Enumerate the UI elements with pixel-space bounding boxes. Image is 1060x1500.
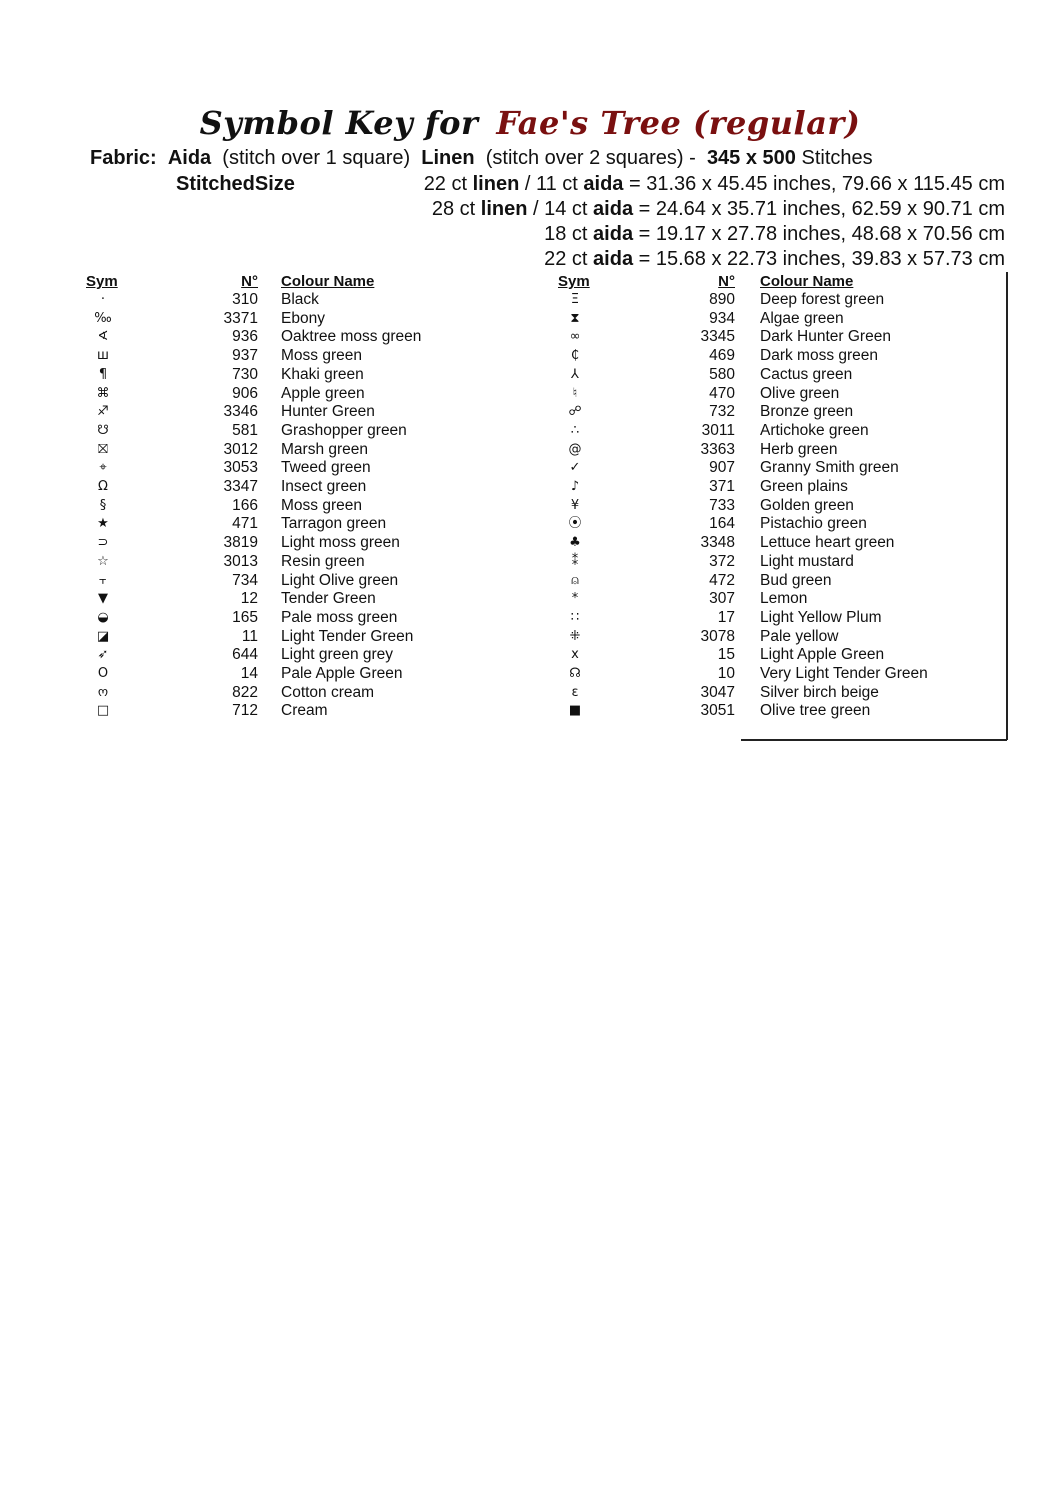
- floss-number: 936: [232, 328, 258, 346]
- asterisk-icon: *: [571, 591, 579, 607]
- command-icon: ⌘: [96, 385, 110, 401]
- colour-name: Light Olive green: [281, 571, 399, 589]
- floss-number: 3053: [223, 459, 258, 477]
- symbol-key-row: [0, 441, 1060, 460]
- colour-name: Black: [281, 291, 319, 308]
- symbol-key-row: [0, 310, 1060, 329]
- size-pre: 28 ct: [431, 198, 476, 220]
- colour-name: Light green grey: [281, 646, 394, 664]
- size-b1: linen: [472, 173, 520, 195]
- stitched-size-label: StitchedSize: [176, 173, 295, 195]
- x-icon: x: [571, 647, 579, 663]
- half-circle-icon: ◒: [97, 609, 109, 625]
- column-header-number: N°: [241, 273, 258, 290]
- floss-number: 3047: [700, 683, 735, 701]
- size-pre: 22 ct: [423, 173, 468, 195]
- arrow-diagonal-icon: ➶: [97, 647, 109, 663]
- stitched-size-line: [544, 223, 1005, 246]
- colour-name: Grashopper green: [281, 421, 407, 439]
- colour-name: Pale Apple Green: [281, 665, 403, 682]
- column-header-colour-name: Colour Name: [281, 273, 375, 290]
- section-icon: §: [99, 497, 107, 513]
- floss-number: 310: [232, 291, 258, 308]
- size-b2: aida: [593, 198, 634, 220]
- check-icon: ✓: [569, 460, 581, 476]
- colour-name: Pistachio green: [760, 515, 867, 533]
- colour-name: Ebony: [281, 309, 325, 327]
- colour-name: Light Apple Green: [760, 646, 885, 664]
- colour-name: Moss green: [281, 347, 362, 365]
- colour-name: Green plains: [760, 478, 848, 495]
- symbol-key-row: [0, 665, 1060, 684]
- floss-number: 14: [240, 665, 258, 682]
- floss-number: 733: [709, 496, 735, 514]
- floss-number: 3011: [701, 421, 735, 439]
- star-filled-icon: ★: [97, 516, 109, 532]
- floss-number: 730: [232, 365, 258, 383]
- x-dots-icon: ⁑: [571, 553, 579, 569]
- colour-name: Dark Hunter Green: [760, 328, 891, 346]
- epsilon-icon: ε: [571, 684, 579, 700]
- at-icon: @: [568, 441, 582, 457]
- stitched-size-line: [432, 198, 1005, 221]
- hook-icon: ⫟: [99, 572, 107, 588]
- dot-icon: ·: [100, 292, 106, 307]
- fabric-aida: Aida: [167, 147, 212, 169]
- colour-name: Lemon: [760, 590, 808, 608]
- size-b2: aida: [593, 223, 634, 245]
- floss-number: 3013: [223, 552, 258, 570]
- sha-icon: ш: [97, 348, 109, 364]
- xi-icon: Ξ: [570, 292, 580, 307]
- arch-dot-icon: ⍝: [571, 572, 579, 588]
- colour-name: Light Tender Green: [281, 627, 414, 645]
- colour-name: Apple green: [281, 384, 365, 402]
- colour-name: Khaki green: [281, 365, 364, 383]
- symbol-key-row: [0, 553, 1060, 572]
- circle-letter-icon: O: [97, 666, 109, 681]
- colour-name: Bud green: [760, 571, 832, 589]
- symbol-key-row: [0, 366, 1060, 385]
- square-filled-icon: ■: [568, 703, 582, 719]
- floss-number: 471: [232, 515, 258, 533]
- symbol-key-row: [0, 422, 1060, 441]
- therefore-icon: ∴: [570, 422, 580, 438]
- stitched-size-line: [544, 248, 1005, 271]
- stitch-dimensions: 345 x 500: [706, 147, 796, 169]
- fabric-line: [90, 147, 873, 170]
- stitches-word: Stitches: [801, 147, 873, 169]
- colour-name: Oaktree moss green: [281, 328, 422, 346]
- size-mid: / 14 ct: [533, 198, 588, 220]
- floss-number: 3363: [700, 440, 735, 458]
- size-mid: / 11 ct: [524, 173, 578, 195]
- colour-name: Cream: [281, 702, 328, 720]
- floss-number: 3346: [223, 403, 258, 421]
- colour-name: Deep forest green: [760, 291, 885, 308]
- colour-name: Insect green: [281, 478, 367, 495]
- star-outline-icon: ☆: [97, 553, 109, 569]
- title-prefix: Symbol Key for: [199, 104, 479, 142]
- symbol-key-row: [0, 347, 1060, 366]
- colour-name: Bronze green: [760, 403, 854, 421]
- crosshair-icon: ⌖: [99, 460, 107, 476]
- floss-number: 734: [232, 571, 258, 589]
- symbol-key-row: [0, 459, 1060, 478]
- symbol-key-row: [0, 328, 1060, 347]
- floss-number: 580: [709, 365, 735, 383]
- floss-number: 3347: [223, 478, 258, 495]
- symbol-key-row: [0, 385, 1060, 404]
- circled-dot-icon: ⦿: [568, 516, 582, 532]
- per-mille-icon: ‰: [94, 310, 112, 326]
- floss-number: 732: [709, 403, 735, 421]
- colour-name: Pale moss green: [281, 608, 398, 626]
- size-post: = 24.64 x 35.71 inches, 62.59 x 90.71 cm: [638, 198, 1005, 220]
- fabric-linen: Linen: [421, 147, 475, 169]
- floss-number: 164: [709, 515, 735, 533]
- pilcrow-icon: ¶: [98, 366, 108, 382]
- stitched-size-line: [424, 173, 1005, 196]
- symbol-key-row: [0, 609, 1060, 628]
- column-header-colour-name: Colour Name: [760, 273, 854, 290]
- document-title: [0, 104, 1060, 142]
- colour-name: Marsh green: [281, 440, 369, 458]
- floss-number: 472: [709, 571, 735, 589]
- size-post: = 31.36 x 45.45 inches, 79.66 x 115.45 cm: [629, 173, 1005, 195]
- m-curl-icon: ო: [97, 684, 109, 700]
- colour-name: Moss green: [281, 496, 362, 514]
- floss-number: 15: [717, 646, 735, 664]
- floss-number: 3819: [223, 534, 258, 552]
- floss-number: 17: [717, 608, 735, 626]
- half-square-icon: ◪: [96, 628, 110, 644]
- floss-number: 3012: [223, 440, 258, 458]
- superset-icon: ⊃: [97, 535, 109, 551]
- size-b2: aida: [583, 173, 624, 195]
- floss-number: 644: [232, 646, 258, 664]
- size-post: = 15.68 x 22.73 inches, 39.83 x 57.73 cm: [638, 248, 1005, 270]
- colour-name: Herb green: [760, 440, 838, 458]
- triangle-down-icon: ▼: [98, 591, 108, 607]
- yen-icon: ¥: [570, 497, 580, 513]
- floss-number: 890: [709, 291, 735, 308]
- colour-name: Light Yellow Plum: [760, 608, 882, 626]
- floss-number: 712: [232, 702, 258, 720]
- colour-name: Tender Green: [281, 590, 376, 608]
- colour-name: Silver birch beige: [760, 683, 879, 701]
- floss-number: 934: [709, 309, 735, 327]
- floss-number: 372: [709, 552, 735, 570]
- node-icon: ☋: [97, 422, 109, 438]
- symbol-key-row: [0, 628, 1060, 647]
- floss-number: 3051: [700, 702, 735, 720]
- floss-number: 907: [709, 459, 735, 477]
- colour-name: Olive tree green: [760, 702, 871, 720]
- natural-icon: ♮: [572, 385, 578, 401]
- symbol-key-row: [0, 646, 1060, 665]
- opposition-icon: ☍: [568, 404, 582, 420]
- colour-name: Lettuce heart green: [760, 534, 895, 552]
- club-icon: ♣: [569, 535, 581, 551]
- colour-name: Resin green: [281, 552, 365, 570]
- floss-number: 470: [709, 384, 735, 402]
- symbol-key-row: [0, 478, 1060, 497]
- floss-number: 937: [232, 347, 258, 365]
- floss-number: 11: [241, 627, 258, 645]
- floss-number: 166: [232, 496, 258, 514]
- floss-number: 906: [232, 384, 258, 402]
- colour-name: Cotton cream: [281, 683, 375, 701]
- floss-number: 165: [232, 608, 258, 626]
- symbol-key-row: [0, 291, 1060, 310]
- symbol-key-row: [0, 590, 1060, 609]
- fabric-label: Fabric:: [90, 147, 157, 169]
- square-outline-icon: □: [96, 703, 110, 719]
- column-header-sym: Sym: [86, 273, 118, 290]
- symbol-key-row: [0, 684, 1060, 703]
- fabric-linen-note: (stitch over 2 squares) -: [485, 147, 696, 169]
- column-header-sym: Sym: [558, 273, 590, 290]
- floss-number: 10: [717, 665, 735, 682]
- x-dotted-icon: ⁜: [569, 628, 581, 644]
- floss-number: 3371: [223, 309, 258, 327]
- pattern-name: Fae's Tree (regular): [496, 104, 861, 142]
- colour-name: Light mustard: [760, 552, 854, 570]
- symbol-key-row: [0, 403, 1060, 422]
- symbol-key-row: [0, 702, 1060, 721]
- colour-name: Olive green: [760, 384, 840, 402]
- floss-number: 3078: [700, 627, 735, 645]
- colour-name: Tarragon green: [281, 515, 387, 533]
- column-header-number: N°: [718, 273, 735, 290]
- colour-name: Algae green: [760, 309, 844, 327]
- table-border-right: [1006, 272, 1008, 740]
- colour-name: Tweed green: [281, 459, 371, 477]
- size-post: = 19.17 x 27.78 inches, 48.68 x 70.56 cm: [638, 223, 1005, 245]
- hourglass-icon: ⧗: [570, 310, 580, 326]
- floss-number: 3345: [700, 328, 735, 346]
- colour-name: Cactus green: [760, 365, 853, 383]
- cedi-icon: ₵: [570, 348, 580, 364]
- music-note-icon: ♪: [570, 479, 580, 494]
- floss-number: 469: [709, 347, 735, 365]
- boxed-star-icon: ⛝: [98, 441, 108, 457]
- size-b1: linen: [480, 198, 528, 220]
- arrow-sagittarius-icon: ♐: [97, 404, 109, 420]
- fabric-aida-note: (stitch over 1 square): [222, 147, 411, 169]
- colour-name: Granny Smith green: [760, 459, 899, 477]
- colour-name: Artichoke green: [760, 421, 869, 439]
- colour-name: Very Light Tender Green: [760, 665, 928, 682]
- colour-name: Golden green: [760, 496, 854, 514]
- symbol-key-row: [0, 572, 1060, 591]
- size-b2: aida: [593, 248, 634, 270]
- colour-name: Light moss green: [281, 534, 400, 552]
- floss-number: 371: [709, 478, 735, 495]
- size-pre: 18 ct: [544, 223, 588, 245]
- floss-number: 3348: [700, 534, 735, 552]
- colour-name: Pale yellow: [760, 627, 839, 645]
- floss-number: 581: [232, 421, 258, 439]
- colour-name: Hunter Green: [281, 403, 375, 421]
- four-dots-icon: ∷: [570, 609, 580, 625]
- table-border-bottom: [741, 739, 1007, 741]
- floss-number: 822: [232, 683, 258, 701]
- floss-number: 12: [240, 590, 258, 608]
- floss-number: 307: [709, 590, 735, 608]
- ascending-node-icon: ☊: [569, 666, 581, 681]
- symbol-key-row: [0, 534, 1060, 553]
- colour-name: Dark moss green: [760, 347, 879, 365]
- infinity-icon: ∞: [569, 329, 581, 345]
- size-pre: 22 ct: [544, 248, 588, 270]
- omega-icon: Ω: [98, 479, 108, 494]
- angle-icon: ∢: [97, 329, 109, 345]
- y-inverted-icon: ⅄: [571, 366, 579, 382]
- symbol-key-row: [0, 497, 1060, 516]
- symbol-key-row: [0, 515, 1060, 534]
